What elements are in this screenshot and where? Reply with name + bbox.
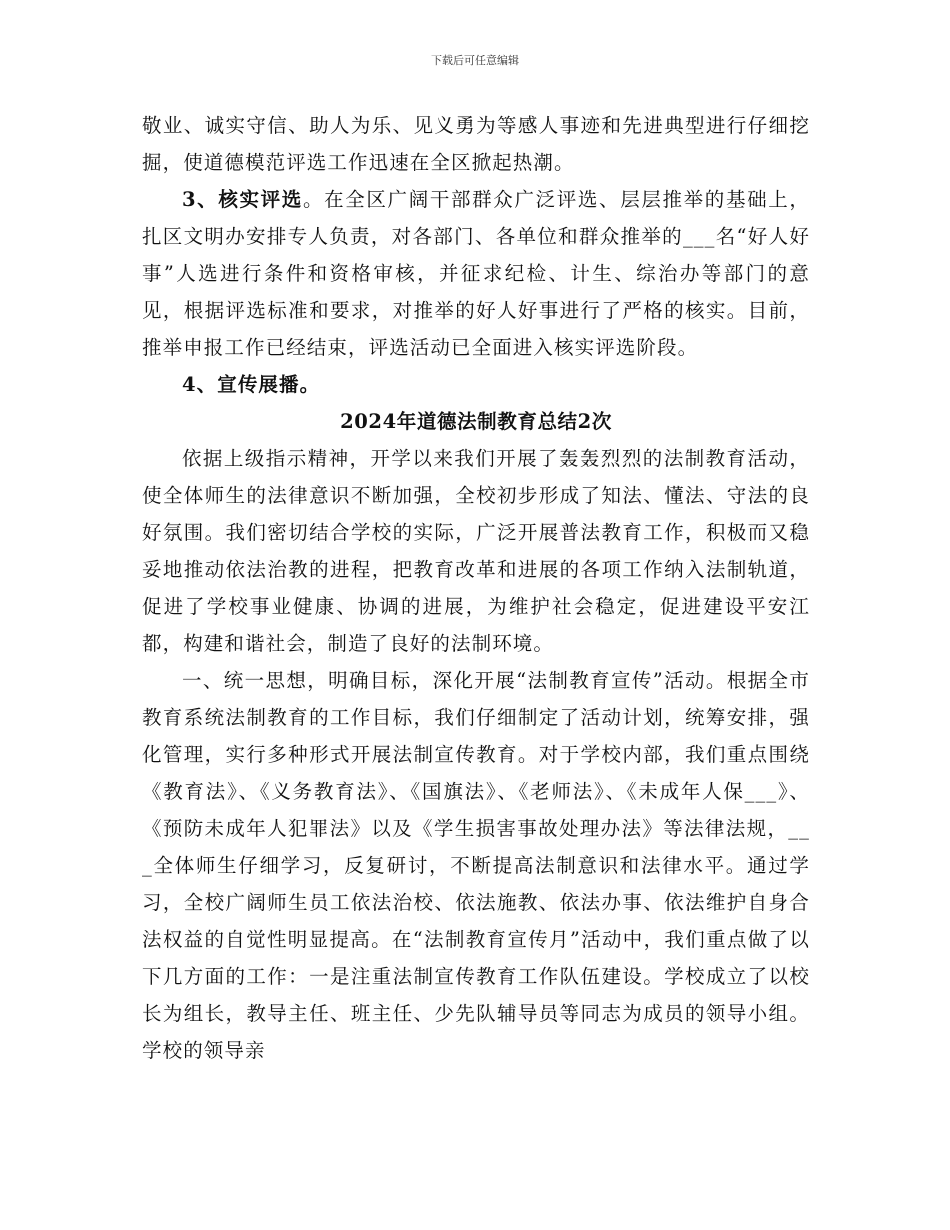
document-body — [142, 107, 810, 1069]
paragraph-section-one: 一、统一思想，明确目标，深化开展“法制教育宣传”活动。根据全市教育系统法制教育的工作目标，我们仔细制定了活动计划，统筹安排，强化管理，实行多种形式开展法制宣传教育。对于学校内部，我们重点围绕《教育法》、《义务教育法》、《国旗法》、《老师法》、《未成年人保___》、《预防未成年人犯罪法》以及《学生损害事故处理办法》等法律法规，___全体师生仔细学习，反复研讨，不断提高法制意识和法律水平。通过学习，全校广阔师生员工依法治校、依法施教、依法办事、依法维护自身合法权益的自觉性明显提高。在“法制教育宣传月”活动中，我们重点做了以下几方面的工作：一是注重法制宣传教育工作队伍建设。学校成立了以校长为组长，教导主任、班主任、少先队辅导员等同志为成员的领导小组。学校的领导亲 — [142, 669, 810, 1062]
paragraph-verify-selection — [142, 181, 810, 366]
paragraph-intro: 依据上级指示精神，开学以来我们开展了轰轰烈烈的法制教育活动，使全体师生的法律意识不断加强，全校初步形成了知法、懂法、守法的良好氛围。我们密切结合学校的实际，广泛开展普法教育工作，积极而又稳妥地推动依法治教的进程，把教育改革和进展的各项工作纳入法制轨道，促进了学校事业健康、协调的进展，为维护社会稳定，促进建设平安江都，构建和谐社会，制造了良好的法制环境。 — [142, 447, 810, 655]
paragraph-continuation: 敬业、诚实守信、助人为乐、见义勇为等感人事迹和先进典型进行仔细挖掘，使道德模范评选工作迅速在全区掀起热潮。 — [142, 114, 810, 174]
section-heading-publicity: 4、宣传展播。 — [181, 373, 321, 396]
paragraph-publicity — [142, 366, 810, 403]
page-header: 下载后可任意编辑 — [431, 54, 519, 67]
section-heading-verify: 3、核实评选 — [181, 188, 303, 211]
paragraph-verify-text: 。在全区广阔干部群众广泛评选、层层推举的基础上，扎区文明办安排专人负责，对各部门、各单位和群众推举的___名“好人好事”人选进行条件和资格审核，并征求纪检、计生、综治办等部门的意见，根据评选标准和要求，对推举的好人好事进行了严格的核实。目前，推举申报工作已经结束，评选活动已全面进入核实评选阶段。 — [142, 188, 810, 359]
document-title: 2024年道德法制教育总结2次 — [340, 410, 612, 433]
